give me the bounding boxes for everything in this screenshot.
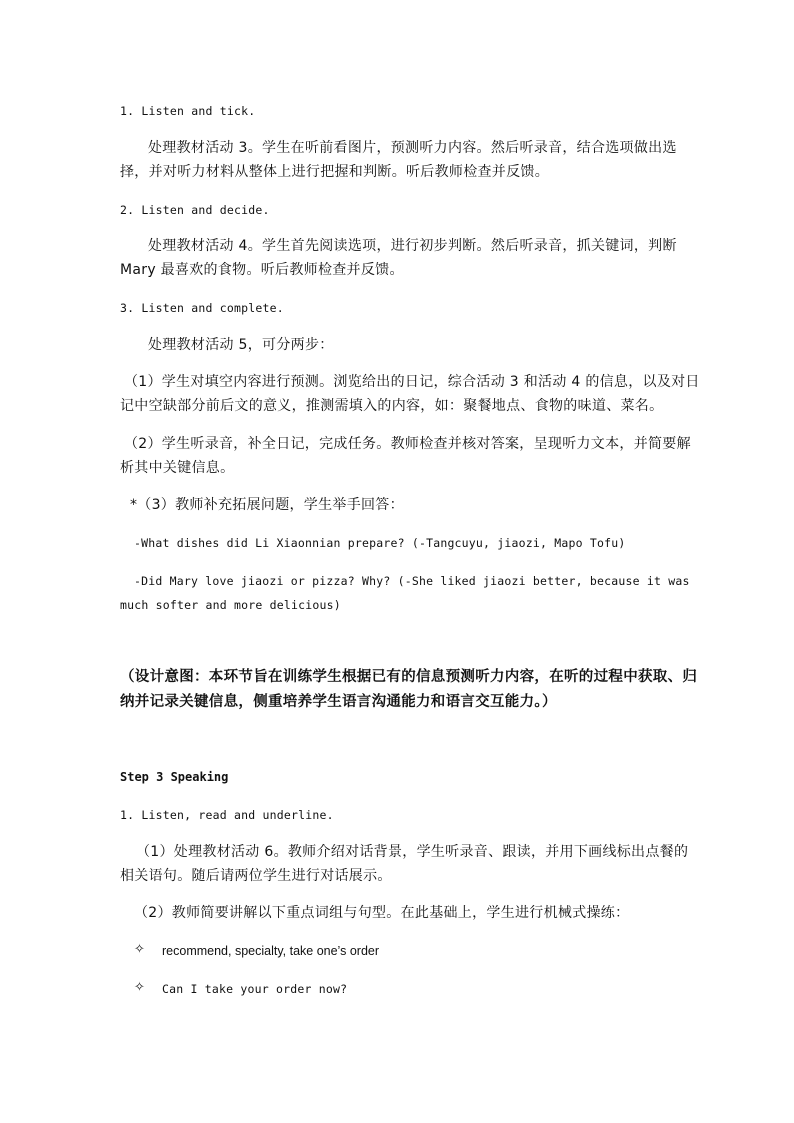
item1-paragraph-line2: 择，并对听力材料从整体上进行把握和判断。听后教师检查并反馈。 — [120, 164, 549, 180]
item3-step1-line1: （1）学生对填空内容进行预测。浏览给出的日记，综合活动 3 和活动 4 的信息，以及对日 — [124, 374, 700, 390]
bullet-star-icon: ✧ — [134, 980, 145, 995]
item2-paragraph-line1: 处理教材活动 4。学生首先阅读选项，进行初步判断。然后听录音，抓关键词，判断 — [148, 238, 677, 254]
design-intent-line1: （设计意图：本环节旨在训练学生根据已有的信息预测听力内容，在听的过程中获取、归 — [120, 669, 698, 685]
design-intent-line2: 纳并记录关键信息，侧重培养学生语言沟通能力和语言交互能力。） — [120, 694, 557, 710]
question-2-line1: -Did Mary love jiaozi or pizza? Why? (-She liked jiaozi better, because it was — [134, 574, 690, 588]
speaking-item1-heading: 1. Listen, read and underline. — [120, 808, 334, 822]
item3-step3: *（3）教师补充拓展问题，学生举手回答： — [130, 497, 404, 513]
bullet-item-2: Can I take your order now? — [162, 982, 348, 996]
item1-paragraph-line1: 处理教材活动 3。学生在听前看图片，预测听力内容。然后听录音，结合选项做出选 — [148, 140, 677, 156]
item3-intro: 处理教材活动 5，可分两步： — [148, 337, 334, 353]
item3-heading: 3. Listen and complete. — [120, 301, 284, 315]
question-2-line2: much softer and more delicious) — [120, 598, 341, 612]
speaking-step2: （2）教师简要讲解以下重点词组与句型。在此基础上，学生进行机械式操练： — [134, 905, 630, 921]
bullet-item-1: recommend, specialty, take one’s order — [162, 944, 380, 958]
item3-step2-line1: （2）学生听录音，补全日记，完成任务。教师检查并核对答案，呈现听力文本，并简要解 — [124, 436, 691, 452]
item1-heading: 1. Listen and tick. — [120, 104, 256, 118]
speaking-step1-line1: （1）处理教材活动 6。教师介绍对话背景，学生听录音、跟读，并用下画线标出点餐的 — [136, 844, 689, 860]
item2-paragraph-line2: Mary 最喜欢的食物。听后教师检查并反馈。 — [120, 262, 404, 278]
item3-step2-line2: 析其中关键信息。 — [120, 460, 235, 476]
item2-heading: 2. Listen and decide. — [120, 203, 270, 217]
question-1: -What dishes did Li Xiaonnian prepare? (-Tangcuyu, jiaozi, Mapo Tofu) — [134, 536, 626, 550]
bullet-star-icon: ✧ — [134, 942, 145, 957]
step3-heading: Step 3 Speaking — [120, 770, 229, 784]
item3-step1-line2: 记中空缺部分前后文的意义，推测需填入的内容，如：聚餐地点、食物的味道、菜名。 — [120, 398, 664, 414]
speaking-step1-line2: 相关语句。随后请两位学生进行对话展示。 — [120, 868, 392, 884]
